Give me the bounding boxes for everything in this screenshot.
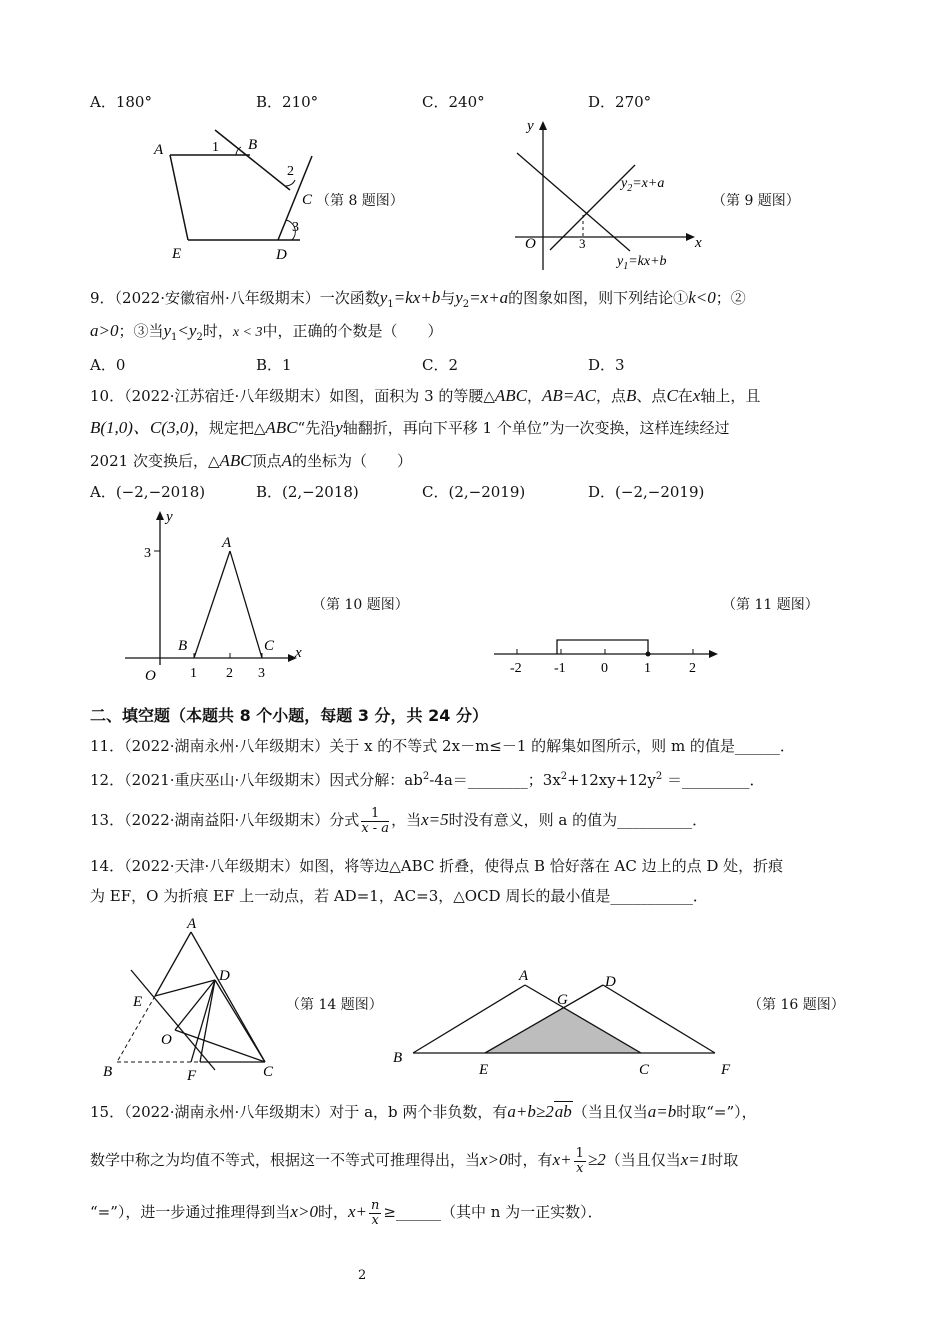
q8-option-a: A．180° xyxy=(90,93,152,111)
q12: 12．（2021·重庆巫山·八年级期末）因式分解：$ab^2-4a=\_\_\_\_\_\_\_\_$；$3x^2+12xy+12y^2$ ＝_________． xyxy=(90,771,765,789)
figure-14 xyxy=(95,910,285,1085)
q9-option-a: A．0 xyxy=(90,356,126,374)
fig9-label-y1: $y_1=kx+b$ xyxy=(617,254,667,272)
q15-line-2: 数学中称之为均值不等式，根据这一不等式可推理得出，当x>0时，有x+ $\frac{1}{x}$ ≥2（当且仅当x=1时取 xyxy=(90,1145,739,1176)
fig16-label-d: D xyxy=(605,974,616,990)
fig14-label-e: E xyxy=(133,994,143,1010)
fig10-tick-3: 3 xyxy=(258,666,265,681)
q14-line-1: 14．（2022·天津·八年级期末）如图，将等边△ABC 折叠，使得点 B 恰好落在 AC 边上的点 D 处，折痕 xyxy=(90,857,784,875)
fig8-angle-1: 1 xyxy=(212,140,219,155)
fig14-label-b: B xyxy=(103,1064,113,1080)
fig14-label-f: F xyxy=(187,1068,197,1084)
fig10-axis-y: y xyxy=(166,509,173,525)
fig14-label-d: D xyxy=(219,968,230,984)
q10-line-1: 10．（2022·江苏宿迁·八年级期末）如图，面积为 3 的等腰△ABC，AB=AC，点B、点C在x轴上，且 xyxy=(90,386,761,405)
fig8-caption: （第 8 题图） xyxy=(316,193,404,209)
q9-option-d: D．3 xyxy=(588,356,625,374)
q9-option-c: C．2 xyxy=(422,356,459,374)
q9-line-1: 9．（2022·安徽宿州·八年级期末）一次函数$y_1=kx+b$与$y_2=x+a$的图象如图，则下列结论①k<0；② xyxy=(90,288,746,310)
fig16-label-g: G xyxy=(557,992,568,1008)
fig9-axis-x: x xyxy=(695,235,702,251)
q10-option-c: C．(2,−2019) xyxy=(422,483,526,501)
fig11-caption: （第 11 题图） xyxy=(722,597,819,613)
fig11-tick-0: 0 xyxy=(601,661,608,675)
fig8-label-c: C xyxy=(302,192,313,208)
fig9-tick-3: 3 xyxy=(579,236,586,251)
fig8-angle-3: 3 xyxy=(292,220,299,235)
fig14-label-o: O xyxy=(161,1032,172,1048)
fig16-label-a: A xyxy=(519,968,529,984)
fig10-axis-x: x xyxy=(295,645,302,661)
q11: 11．（2022·湖南永州·八年级期末）关于 x 的不等式 2x－m≤－1 的解集如图所示，则 m 的值是______． xyxy=(90,737,795,755)
figure-8 xyxy=(140,120,340,270)
figure-10 xyxy=(120,505,320,690)
q10-option-b: B．(2,−2018) xyxy=(256,483,359,501)
fig16-label-f: F xyxy=(721,1062,731,1078)
figure-16 xyxy=(385,960,745,1085)
q10-option-a: A．(−2,−2018) xyxy=(90,483,206,501)
fig8-label-b: B xyxy=(248,137,258,153)
fig8-label-e: E xyxy=(172,246,182,262)
q10-line-3: 2021 次变换后，△ABC顶点A的坐标为（ ） xyxy=(90,451,413,470)
fig10-label-b: B xyxy=(178,638,188,654)
q13: 13．（2022·湖南益阳·八年级期末）分式 $\frac{1}{x - a}$ ，当x=5时没有意义，则 a 的值为__________． xyxy=(90,805,708,836)
fig11-tick-minus2: -2 xyxy=(510,661,522,675)
fig10-tick-y3: 3 xyxy=(144,546,151,561)
fig9-axis-y: y xyxy=(527,118,534,134)
fig10-tick-1: 1 xyxy=(190,666,197,681)
q8-option-b: B．210° xyxy=(256,93,319,111)
fig10-tick-2: 2 xyxy=(226,666,233,681)
fig10-label-a: A xyxy=(222,535,232,551)
fig14-label-a: A xyxy=(187,916,197,932)
page-number: 2 xyxy=(358,1268,367,1283)
q8-option-d: D．270° xyxy=(588,93,652,111)
q9-option-b: B．1 xyxy=(256,356,292,374)
q15-line-3: “=”），进一步通过推理得到当x>0时，x+ $\frac{n}{x}$ ≥______（其中 n 为一正实数）． xyxy=(90,1197,603,1228)
fig14-caption: （第 14 题图） xyxy=(286,997,383,1013)
q10-line-2: B(1,0)、C(3,0)，规定把△ABC“先沿y轴翻折，再向下平移 1 个单位”为一次变换，这样连续经过 xyxy=(90,418,730,437)
q9-line-2: a>0；③当$y_1<y_2$时，x < 3中，正确的个数是（ ） xyxy=(90,321,443,343)
fig9-origin: O xyxy=(525,236,536,252)
fig8-label-a: A xyxy=(154,142,164,158)
fig11-tick-2: 2 xyxy=(689,661,696,675)
fig10-label-c: C xyxy=(264,638,275,654)
fig16-caption: （第 16 题图） xyxy=(748,997,845,1013)
fig9-label-y2: $y_2=x+a$ xyxy=(621,176,665,194)
fig14-label-c: C xyxy=(263,1064,274,1080)
fig11-tick-minus1: -1 xyxy=(554,661,566,675)
fig8-angle-2: 2 xyxy=(287,164,294,179)
q15-line-1: 15．（2022·湖南永州·八年级期末）对于 a，b 两个非负数，有a+b≥2ab（当且仅当a=b时取“=”）， xyxy=(90,1102,757,1121)
fig11-tick-1: 1 xyxy=(644,661,651,675)
q8-option-c: C．240° xyxy=(422,93,485,111)
q10-option-d: D．(−2,−2019) xyxy=(588,483,705,501)
fig10-origin: O xyxy=(145,668,156,684)
fig16-label-c: C xyxy=(639,1062,650,1078)
section-2-heading: 二、填空题（本题共 8 个小题，每题 3 分，共 24 分） xyxy=(90,706,488,725)
figure-11 xyxy=(490,630,725,675)
q14-line-2: 为 EF，O 为折痕 EF 上一动点，若 AD=1，AC=3，△OCD 周长的最小值是___________． xyxy=(90,887,708,905)
fig8-label-d: D xyxy=(276,247,287,263)
figure-9 xyxy=(505,115,705,275)
fig9-caption: （第 9 题图） xyxy=(712,193,800,209)
fig16-label-b: B xyxy=(393,1050,403,1066)
fig10-caption: （第 10 题图） xyxy=(312,597,409,613)
fig16-label-e: E xyxy=(479,1062,489,1078)
